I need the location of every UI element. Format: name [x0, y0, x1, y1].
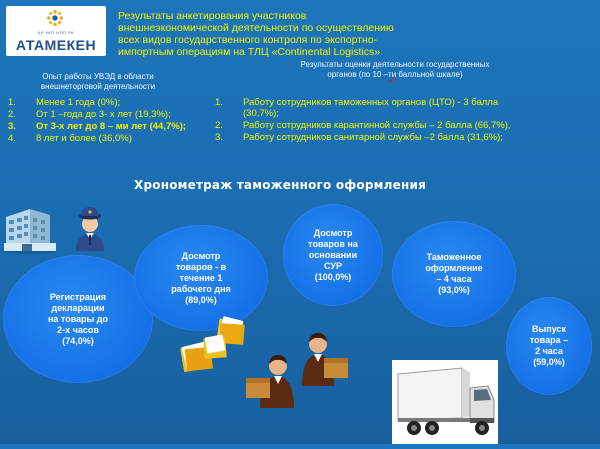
list-item-text: Работу сотрудников карантинной службы – 2 балла (66,7%),: [243, 120, 511, 131]
bubble-customs-clearance-text: Таможенное оформление – 4 часа (93,0%): [425, 252, 483, 295]
evaluation-header-underlined: ти: [388, 69, 397, 79]
page-title: Результаты анкетирования участников внешнеэкономической деятельности по осуществлению всех видов государственного контроля по экспортно-импортным операциям на ТЛЦ «Continental Logistics»: [118, 10, 394, 58]
bubble-inspection-sur: [283, 204, 383, 306]
truck-image: [392, 360, 498, 444]
bubble-registration: [3, 255, 153, 383]
atameken-logo-icon: [46, 9, 64, 27]
courier-with-box-icon: [244, 348, 296, 408]
atameken-logo: [6, 6, 106, 56]
list-item-number: 2.: [215, 120, 223, 131]
logo-name: АТАМЕКЕН: [15, 37, 97, 53]
list-item: [8, 133, 193, 144]
list-item-text: Работу сотрудников таможенных органов (ЦТО) - 3 балла (30,7%);: [243, 97, 499, 119]
list-item-number: 1.: [8, 97, 16, 108]
list-item: [8, 109, 193, 120]
documents-folder-icon: [178, 316, 250, 380]
bubble-inspection-text: Досмотр товаров - в течение 1 рабочего дня (89,0%): [171, 250, 231, 305]
list-item: [215, 97, 515, 119]
list-item-text: Работу сотрудников санитарной службы –2 балла (31,6%);: [243, 132, 503, 143]
logo-subtitle: ҚР ҰКП НПП РК: [38, 30, 74, 35]
list-item: [215, 132, 515, 143]
list-item-text: От 1 –года до 3- х лет (19,3%);: [36, 109, 171, 120]
list-item-number: 3.: [215, 132, 223, 143]
list-item-number: 2.: [8, 109, 16, 120]
section-title: Хронометраж таможенного оформления: [134, 178, 426, 192]
bubble-customs-clearance: [392, 221, 516, 327]
bubble-release-text: Выпуск товара – 2 часа (59,0%): [529, 324, 569, 367]
list-item-text: От 3-х лет до 8 – ми лет (44,7%);: [36, 121, 187, 132]
list-item: [215, 120, 515, 131]
list-item: [8, 97, 193, 108]
experience-list: [8, 97, 193, 145]
courier-with-box-icon: [298, 326, 350, 386]
bubble-registration-text: Регистрация декларации на товары до 2-х часов (74,0%): [47, 291, 109, 346]
list-item-text: Менее 1 года (0%);: [36, 97, 121, 108]
bubble-inspection-sur-text: Досмотр товаров на основании СУР (100,0%): [308, 227, 358, 282]
office-building-icon: [0, 205, 58, 255]
list-item-text: 8 лет и более (36,0%): [36, 133, 132, 144]
truck-icon: [392, 360, 498, 444]
bubble-release: [506, 297, 592, 395]
customs-officer-icon: [70, 205, 110, 251]
evaluation-header-part1: Результаты оценки деятельности государственных органов (по 10 –: [300, 60, 490, 79]
list-item-number: 1.: [215, 97, 223, 108]
evaluation-header-part2: балльной шкале): [396, 69, 463, 79]
list-item: [8, 121, 193, 132]
evaluation-header: [300, 60, 490, 79]
list-item-number: 4.: [8, 133, 16, 144]
experience-header: Опыт работы УВЭД в области внешнеторговой деятельности: [40, 72, 156, 91]
list-item-number: 3.: [8, 121, 16, 132]
evaluation-list: [215, 97, 515, 144]
